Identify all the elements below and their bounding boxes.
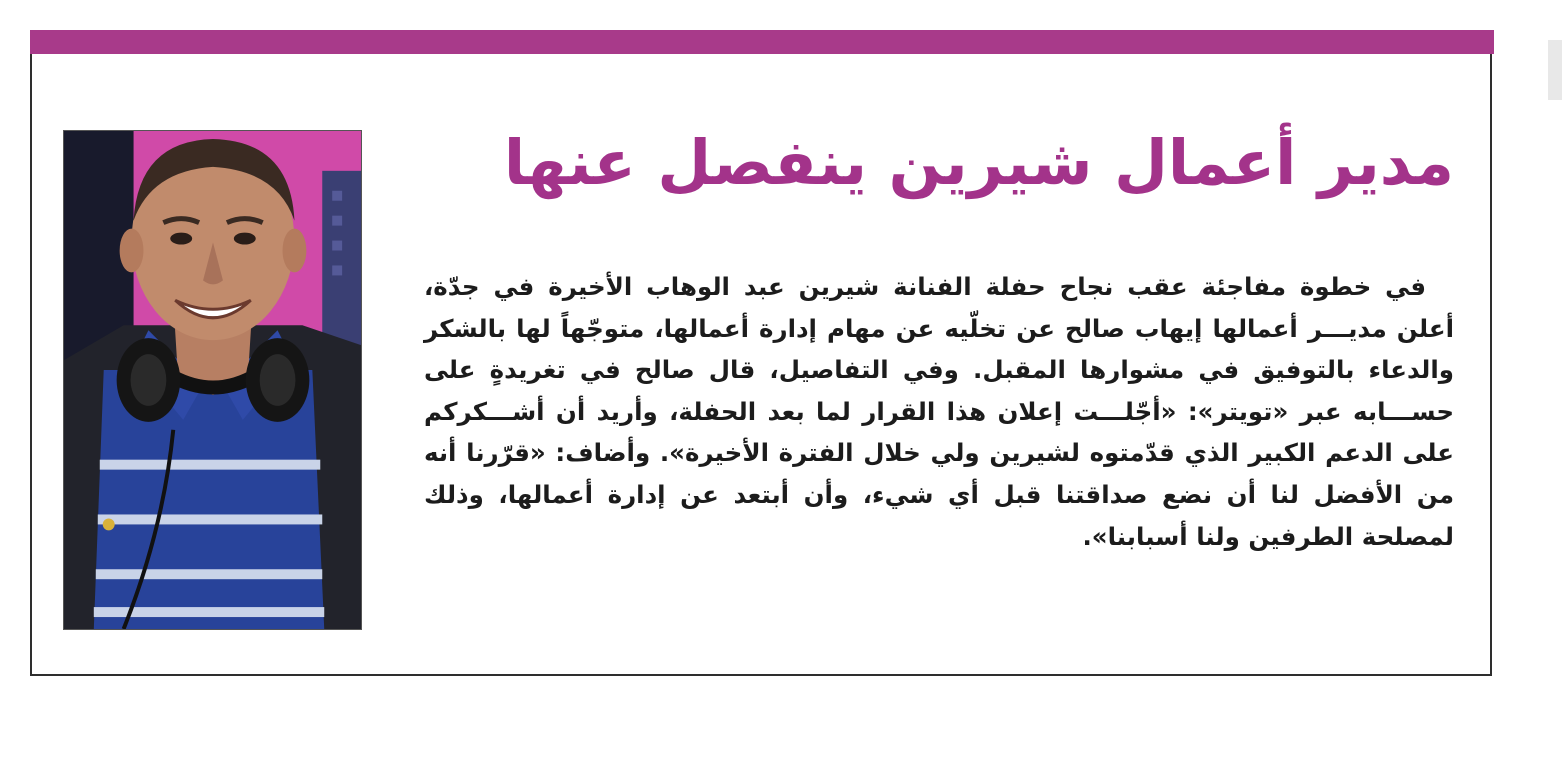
portrait-photo xyxy=(63,130,362,630)
accent-bar xyxy=(30,30,1494,54)
article-headline: مدير أعمال شيرين ينفصل عنها xyxy=(503,126,1454,199)
article-body: في خطوة مفاجئة عقب نجاح حفلة الفنانة شيرين عبد الوهاب الأخيرة في جدّة، أعلن مديـــر أعمالها إيهاب صالح عن تخلّيه عن مهام إدارة أعمالها، متوجّهاً لها بالشكر والدعاء بالتوفيق في مشوارها المقبل. وفي التفاصيل، قال صالح في تغريدةٍ على حســـابه عبر «تويتر»: «أجّلـــت إعلان هذا القرار لما بعد الحفلة، وأريد أن أشـــكركم على الدعم الكبير الذي قدّمتوه لشيرين ولي خلال الفترة الأخيرة». وأضاف: «قرّرنا أنه من الأفضل لنا أن نضع صداقتنا قبل أي شيء، وأن أبتعد عن إدارة أعمالها، وذلك لمصلحة الطرفين ولنا أسبابنا». xyxy=(424,272,1454,551)
portrait-image xyxy=(64,131,361,629)
page-edge-artifact xyxy=(1548,40,1562,100)
